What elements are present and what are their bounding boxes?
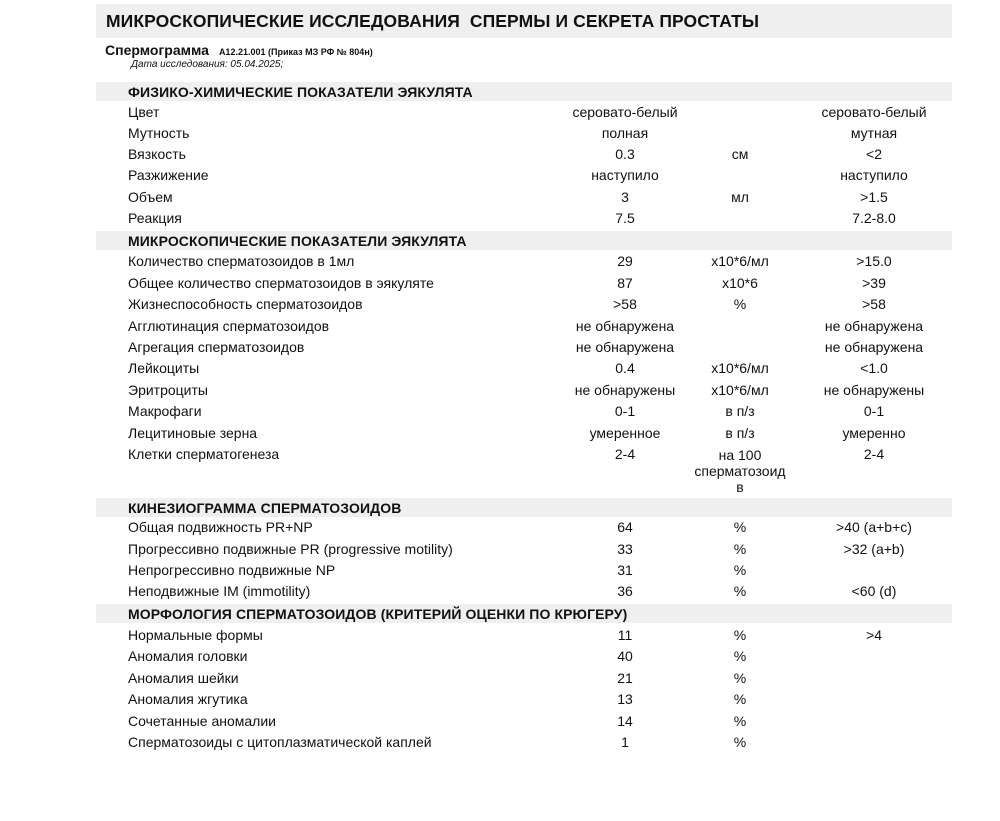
table-row: [0, 691, 1000, 712]
row-reference: >4: [866, 627, 882, 643]
row-unit: x10*6/мл: [711, 360, 769, 376]
row-name: Жизнеспособность сперматозоидов: [128, 296, 363, 312]
row-name: Мутность: [128, 125, 190, 141]
row-name: Сперматозоиды с цитоплазматической каплей: [128, 734, 432, 750]
row-value: 87: [617, 275, 633, 291]
row-reference: <60 (d): [851, 583, 897, 599]
row-name: Разжижение: [128, 167, 209, 183]
row-value: не обнаружена: [575, 339, 675, 355]
row-name: Агглютинация сперматозоидов: [128, 318, 330, 334]
table-row: [0, 253, 1000, 274]
row-reference: >58: [862, 296, 886, 312]
table-row: [0, 210, 1000, 231]
row-reference: >1.5: [860, 189, 888, 205]
row-reference: >15.0: [856, 253, 892, 269]
row-value: 0-1: [614, 403, 636, 419]
row-value: наступило: [591, 167, 659, 183]
table-row: [0, 360, 1000, 381]
row-reference: >32 (a+b): [843, 541, 905, 557]
row-unit: см: [731, 146, 749, 162]
row-value: 14: [617, 713, 633, 729]
row-value: 0.3: [615, 146, 635, 162]
row-name: Общее количество сперматозоидов в эякуляте: [128, 275, 434, 291]
table-row: [0, 403, 1000, 424]
table-row: [0, 339, 1000, 360]
test-code: A12.21.001 (Приказ МЗ РФ № 804н): [218, 47, 373, 57]
table-row: [0, 275, 1000, 296]
table-row: [0, 189, 1000, 210]
row-reference: не обнаружена: [824, 318, 924, 334]
row-value: 13: [617, 691, 633, 707]
table-row: [0, 125, 1000, 146]
table-row: [0, 627, 1000, 648]
row-unit: %: [733, 713, 747, 729]
row-value: 1: [621, 734, 629, 750]
row-reference: 0-1: [863, 403, 885, 419]
row-name: Непрогрессивно подвижные NP: [128, 562, 336, 578]
report-title: МИКРОСКОПИЧЕСКИЕ ИССЛЕДОВАНИЯ СПЕРМЫ И СЕКРЕТА ПРОСТАТЫ: [106, 11, 760, 31]
row-name: Цвет: [128, 104, 160, 120]
row-reference: наступило: [840, 167, 908, 183]
table-row: [0, 446, 1000, 496]
section-morph-header: [96, 604, 952, 623]
section-title: ФИЗИКО-ХИМИЧЕСКИЕ ПОКАЗАТЕЛИ ЭЯКУЛЯТА: [128, 84, 473, 100]
row-value: не обнаружена: [575, 318, 675, 334]
table-row: [0, 167, 1000, 188]
row-unit: %: [733, 562, 747, 578]
row-value: 31: [617, 562, 633, 578]
row-name: Клетки сперматогенеза: [128, 446, 280, 462]
test-date: Дата исследования: 05.04.2025;: [131, 59, 284, 70]
row-value: полная: [601, 125, 649, 141]
row-unit: %: [733, 648, 747, 664]
row-unit: %: [733, 519, 747, 535]
table-row: [0, 425, 1000, 446]
row-value: серовато-белый: [572, 104, 678, 120]
row-reference: серовато-белый: [821, 104, 927, 120]
row-name: Аномалия головки: [128, 648, 248, 664]
row-name: Лейкоциты: [128, 360, 200, 376]
table-row: [0, 382, 1000, 403]
row-name: Эритроциты: [128, 382, 208, 398]
row-unit: %: [733, 296, 747, 312]
row-name: Аномалия шейки: [128, 670, 239, 686]
row-value: 3: [621, 189, 629, 205]
row-value: не обнаружены: [574, 382, 676, 398]
row-name: Сочетанные аномалии: [128, 713, 276, 729]
table-row: [0, 734, 1000, 755]
table-row: [0, 146, 1000, 167]
table-row: [0, 670, 1000, 691]
report-header: [96, 4, 952, 38]
row-value: 33: [617, 541, 633, 557]
row-value: 11: [617, 627, 633, 643]
test-name: Спермограмма: [105, 42, 209, 58]
row-value: 64: [617, 519, 633, 535]
table-row: [0, 519, 1000, 540]
row-name: Общая подвижность PR+NP: [128, 519, 313, 535]
section-micro-header: [96, 231, 952, 250]
row-value: 29: [617, 253, 633, 269]
row-name: Прогрессивно подвижные PR (progressive motility): [128, 541, 453, 557]
row-value: 7.5: [615, 210, 635, 226]
row-name: Количество сперматозоидов в 1мл: [128, 253, 355, 269]
section-kinesio-header: [96, 498, 952, 517]
section-physchem-header: [96, 82, 952, 101]
section-title: МИКРОСКОПИЧЕСКИЕ ПОКАЗАТЕЛИ ЭЯКУЛЯТА: [128, 233, 467, 249]
section-title: КИНЕЗИОГРАММА СПЕРМАТОЗОИДОВ: [128, 500, 402, 516]
row-value: 36: [617, 583, 633, 599]
row-reference: <2: [866, 146, 882, 162]
table-row: [0, 318, 1000, 339]
row-unit: %: [733, 734, 747, 750]
row-reference: не обнаружена: [824, 339, 924, 355]
row-reference: не обнаружены: [823, 382, 925, 398]
row-value: 40: [617, 648, 633, 664]
row-name: Лецитиновые зерна: [128, 425, 258, 441]
row-unit: %: [733, 627, 747, 643]
row-name: Вязкость: [128, 146, 186, 162]
row-unit: в п/з: [725, 403, 755, 419]
row-value: >58: [613, 296, 637, 312]
row-unit: x10*6/мл: [711, 253, 769, 269]
table-row: [0, 562, 1000, 583]
row-reference: >40 (a+b+c): [836, 519, 912, 535]
row-unit: %: [733, 670, 747, 686]
table-row: [0, 648, 1000, 669]
row-name: Реакция: [128, 210, 182, 226]
row-name: Макрофаги: [128, 403, 202, 419]
table-row: [0, 541, 1000, 562]
row-unit: x10*6: [722, 275, 758, 291]
row-reference: 2-4: [863, 446, 885, 462]
row-unit: мл: [731, 189, 749, 205]
row-unit: в п/з: [725, 425, 755, 441]
row-name: Нормальные формы: [128, 627, 263, 643]
row-name: Неподвижные IM (immotility): [128, 583, 311, 599]
row-reference: 7.2-8.0: [852, 210, 896, 226]
row-name: Объем: [128, 189, 173, 205]
row-reference: мутная: [850, 125, 898, 141]
row-value: 21: [617, 670, 633, 686]
table-row: [0, 104, 1000, 125]
row-value: 2-4: [614, 446, 636, 462]
row-value: умеренное: [589, 425, 661, 441]
row-unit: x10*6/мл: [711, 382, 769, 398]
row-unit: на 100 сперматозоид в: [694, 447, 786, 495]
row-name: Аномалия жгутика: [128, 691, 248, 707]
row-unit: %: [733, 691, 747, 707]
section-title: МОРФОЛОГИЯ СПЕРМАТОЗОИДОВ (КРИТЕРИЙ ОЦЕНКИ ПО КРЮГЕРУ): [128, 606, 628, 622]
table-row: [0, 296, 1000, 317]
row-name: Агрегация сперматозоидов: [128, 339, 305, 355]
row-reference: <1.0: [860, 360, 888, 376]
table-row: [0, 583, 1000, 604]
row-reference: >39: [862, 275, 886, 291]
row-reference: умеренно: [842, 425, 906, 441]
row-unit: %: [733, 541, 747, 557]
row-value: 0.4: [615, 360, 635, 376]
table-row: [0, 713, 1000, 734]
row-unit: %: [733, 583, 747, 599]
test-name-line: [105, 42, 373, 58]
